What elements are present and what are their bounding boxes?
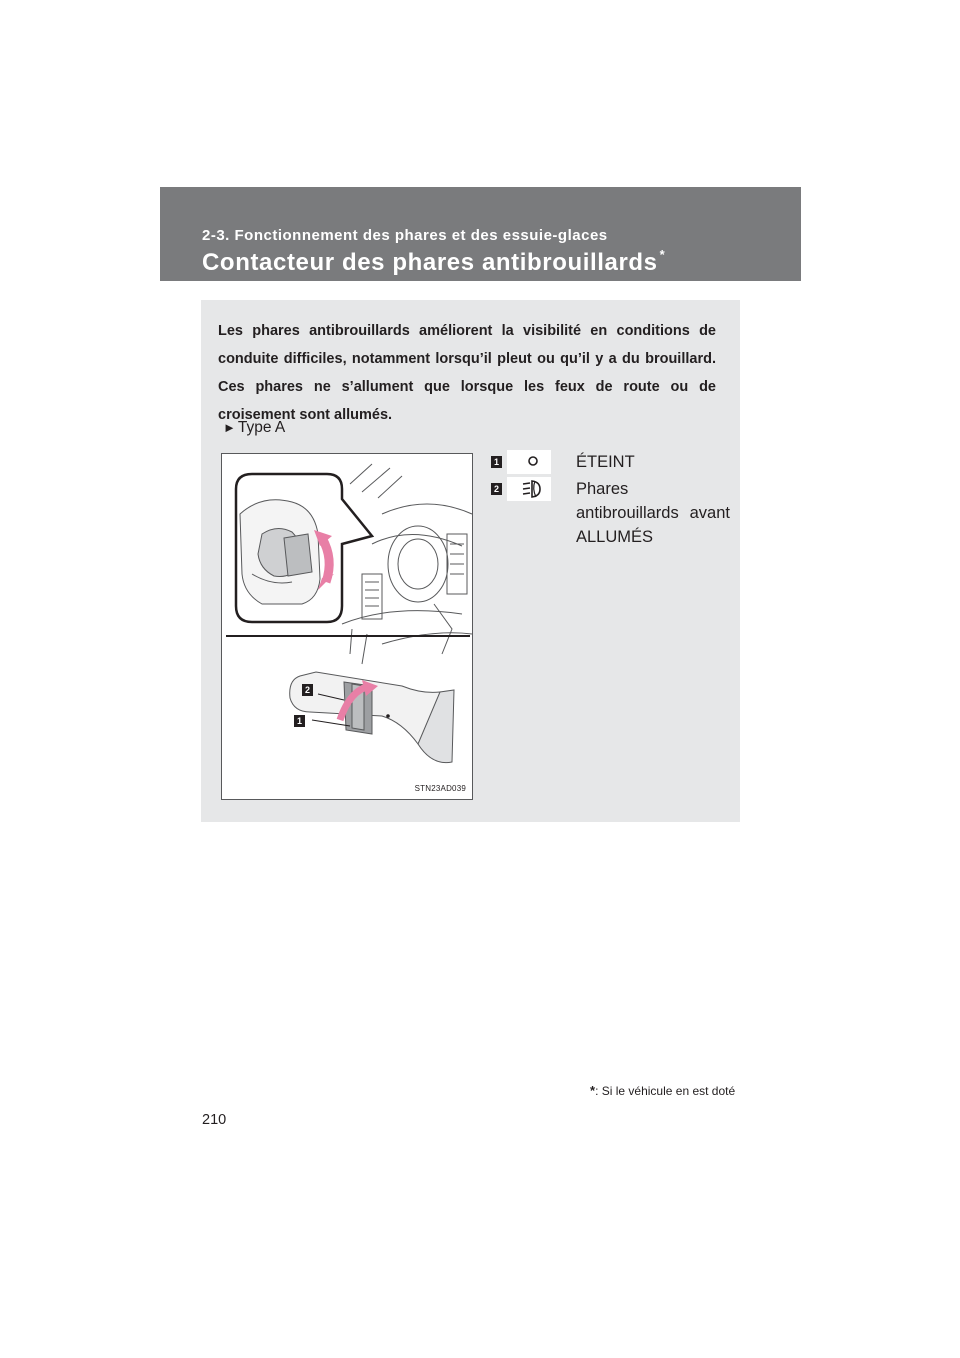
callout-1: 1	[294, 715, 305, 727]
intro-paragraph: Les phares antibrouillards améliorent la visibilité en conditions de conduite difficiles, notamment lorsqu’il pleut ou qu’il y a du brouillard. Ces phares ne s’allument que lorsque les feux de route ou de croisement sont allumés.	[218, 323, 716, 423]
illustration-drawing	[222, 454, 474, 801]
front-fog-light-icon	[507, 477, 551, 501]
legend-text: Phares antibrouillards avant ALLUMÉS	[576, 480, 730, 546]
footnote-mark: *	[659, 247, 666, 262]
content-panel	[201, 300, 740, 822]
callout-2: 2	[302, 684, 313, 696]
legend-text: ÉTEINT	[576, 453, 635, 471]
legend-number: 1	[491, 456, 502, 468]
triangle-marker-icon: ►	[223, 420, 236, 435]
chapter-header	[160, 187, 801, 281]
type-label: ► Type A	[223, 419, 286, 436]
footnote: *: Si le véhicule en est doté	[590, 1083, 736, 1098]
legend-number: 2	[491, 483, 502, 495]
figure-code: STN23AD039	[414, 784, 466, 793]
fog-light-switch-illustration	[221, 453, 473, 800]
off-circle-icon	[507, 450, 551, 474]
section-title: 2-3. Fonctionnement des phares et des essuie-glaces	[202, 227, 608, 244]
page-number: 210	[202, 1112, 227, 1128]
page-title: Contacteur des phares antibrouillards *	[202, 247, 666, 276]
